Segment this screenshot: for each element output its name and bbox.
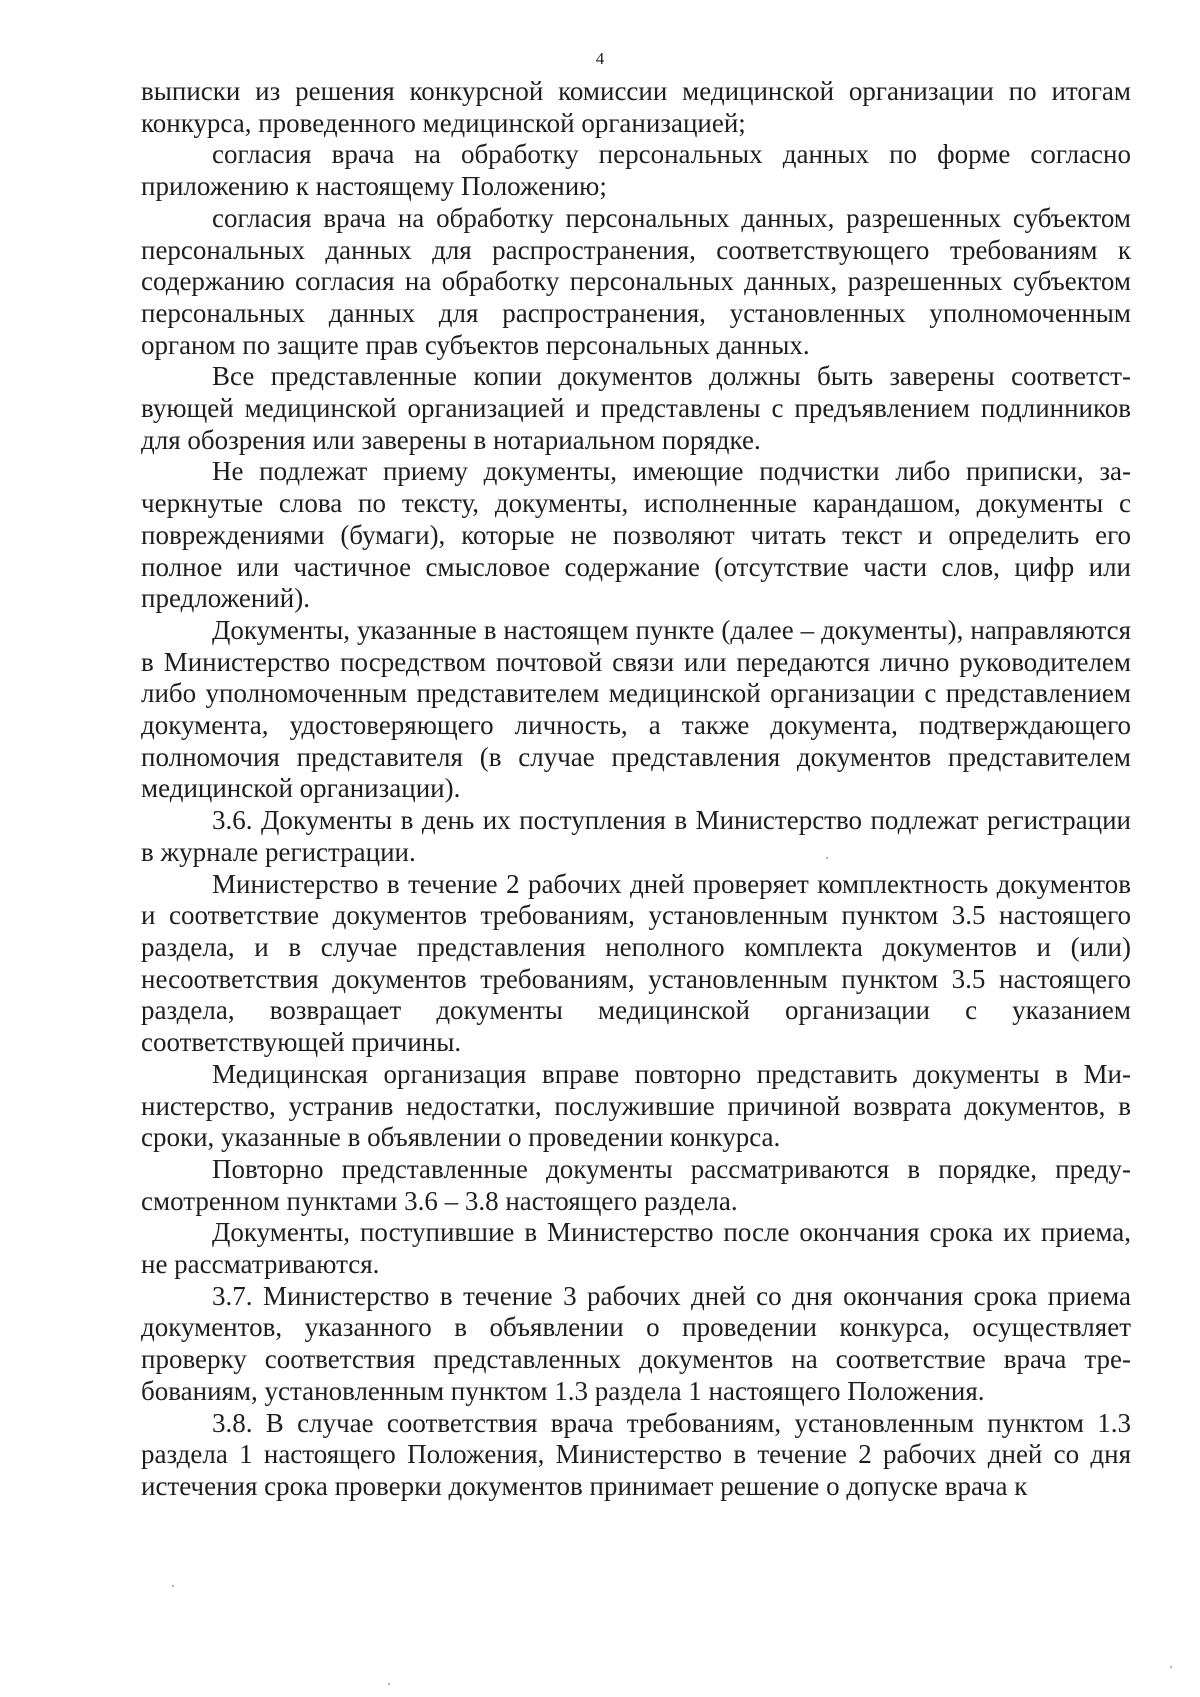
paragraph-11: Документы, поступившие в Министерство после окончания срока их приема, не рассматриваются. xyxy=(141,1217,1131,1280)
scan-speck xyxy=(1170,1666,1172,1668)
scan-speck xyxy=(388,1683,390,1685)
page-number: 4 xyxy=(595,49,605,68)
scan-edge-mark xyxy=(1104,0,1174,4)
paragraph-4: Все представленные копии документов должны быть заверены соответствующей медицинской организацией и представлены с предъявлением подлинников для обозрения или заверены в нотариальном порядке. xyxy=(141,361,1131,455)
paragraph-2: согласия врача на обработку персональных данных по форме согласно приложению к настоящему Положению; xyxy=(141,139,1131,202)
scan-speck xyxy=(172,1585,174,1587)
document-body xyxy=(141,76,1131,1503)
paragraph-1: выписки из решения конкурсной комиссии медицинской организации по итогам конкурса, проведенного медицинской организацией; xyxy=(141,76,1131,138)
paragraph-9: Медицинская организация вправе повторно представить документы в Министерство, устранив недостатки, послужившие причиной возврата документов, в сроки, указанные в объявлении о проведении конкурса. xyxy=(141,1058,1131,1153)
paragraph-5: Не подлежат приему документы, имеющие подчистки либо приписки, зачеркнутые слова по тексту, документы, исполненные карандашом, документы с повреждениями (бумаги), которые не позволяют читать текст и определить его полное или частичное смысловое содержание (отсутствие части слов, цифр или предложений). xyxy=(141,456,1131,614)
paragraph-3: согласия врача на обработку персональных данных, разрешенных субъектом персональных данных для распространения, соответствующего требованиям к содержанию согласия на обработку персональных данных, разрешенных субъектом персональных данных для распространения, установленных уполномоченным органом по защите прав субъектов персональных данных. xyxy=(141,202,1131,360)
paragraph-6: Документы, указанные в настоящем пункте (далее – документы), направляются в Министерство посредством почтовой связи или передаются лично руководителем либо уполномоченным представителем медицинской организации с представлением документа, удостоверяющего личность, а также документа, подтверждающего полномочия представителя (в случае представления документов представителем медицинской организации). xyxy=(141,614,1131,804)
paragraph-3-6: 3.6. Документы в день их поступления в Министерство подлежат регистрации в журнале регистрации. xyxy=(141,805,1131,867)
paragraph-8: Министерство в течение 2 рабочих дней проверяет комплектность документов и соответствие документов требованиям, установленным пунктом 3.5 настоящего раздела, и в случае представления неполного комплекта документов и (или) несоответствия документов требованиям, установленным пунктом 3.5 настоящего раздела, возвращает документы медицинской организации с указанием соответствующей причины. xyxy=(141,868,1131,1058)
paragraph-10: Повторно представленные документы рассматриваются в порядке, предусмотренном пунктами 3.6 – 3.8 настоящего раздела. xyxy=(141,1153,1131,1216)
scan-speck xyxy=(826,857,828,859)
paragraph-3-7: 3.7. Министерство в течение 3 рабочих дней со дня окончания срока приема документов, указанного в объявлении о проведении конкурса, осуществляет проверку соответствия представленных документов на соответствие врача требованиям, установленным пунктом 1.3 раздела 1 настоящего Положения. xyxy=(141,1280,1131,1406)
paragraph-3-8: 3.8. В случае соответствия врача требованиям, установленным пунктом 1.3 раздела 1 настоящего Положения, Министерство в течение 2 рабочих дней со дня истечения срока проверки документов принимает решение о допуске врача к xyxy=(141,1407,1131,1501)
